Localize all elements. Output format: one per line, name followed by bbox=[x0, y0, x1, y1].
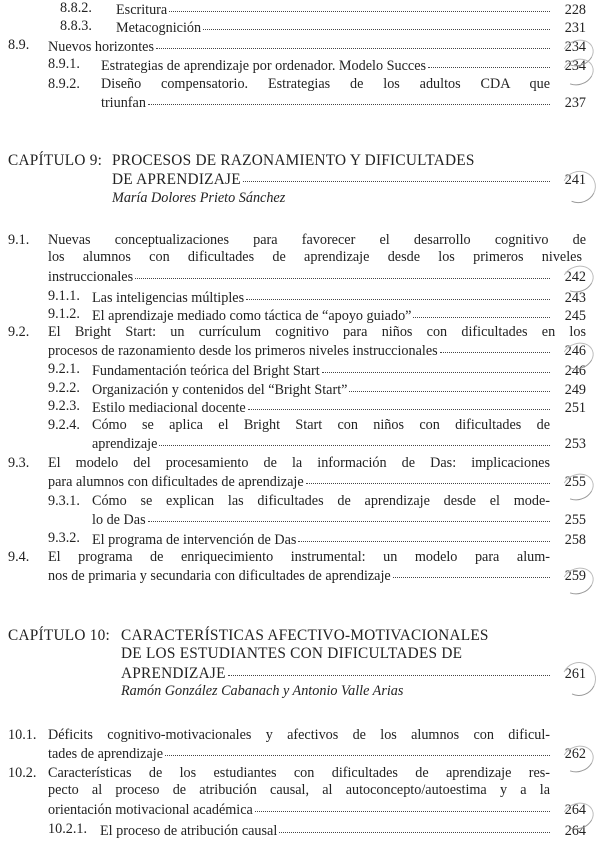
toc-entry-9-1-2 bbox=[48, 306, 586, 323]
entry-title: Estrategias de aprendizaje por ordenador. Modelo Succes bbox=[101, 58, 427, 74]
entry-number: 8.8.3. bbox=[60, 18, 92, 34]
leader-dots bbox=[148, 508, 550, 522]
entry-title-line: nos de primaria y secundaria con dificultades de aprendizaje bbox=[48, 568, 391, 585]
leader-dots bbox=[322, 359, 550, 373]
toc-entry-9-3-2 bbox=[48, 530, 586, 547]
entry-number: 9.3. bbox=[8, 455, 30, 471]
toc-entry-9-2-1 bbox=[48, 361, 586, 378]
chapter-author: Ramón González Cabanach y Antonio Valle Arias bbox=[121, 683, 404, 699]
leader-dots bbox=[248, 396, 550, 410]
toc-entry-8-9-1 bbox=[48, 56, 586, 73]
toc-entry-8-9 bbox=[8, 37, 586, 54]
entry-title-line: pecto al proceso de atribución causal, al autoconcepto/autoestima y a la bbox=[48, 782, 550, 799]
leader-dots bbox=[440, 339, 550, 353]
chapter-author: María Dolores Prieto Sánchez bbox=[112, 190, 286, 206]
toc-entry-9-1 bbox=[8, 232, 586, 284]
leader-dots bbox=[228, 662, 550, 676]
chapter-heading bbox=[8, 152, 586, 212]
page-number: 234 bbox=[564, 39, 586, 55]
entry-number: 9.2.3. bbox=[48, 398, 80, 414]
entry-title-line: El modelo del procesamiento de la información de Das: implicaciones bbox=[48, 455, 550, 471]
entry-title: El programa de intervención de Das bbox=[92, 532, 297, 548]
entry-title-line: los alumnos con dificultades de aprendizaje desde los primeros niveles bbox=[48, 249, 582, 266]
page-number: 261 bbox=[564, 666, 586, 682]
entry-title: Nuevos horizontes bbox=[48, 39, 154, 55]
leader-dots bbox=[156, 35, 550, 49]
entry-number: 8.8.2. bbox=[60, 0, 92, 16]
entry-title-line: tades de aprendizaje bbox=[48, 746, 164, 763]
leader-dots bbox=[243, 168, 550, 182]
entry-number: 8.9. bbox=[8, 37, 30, 53]
page-number: 255 bbox=[564, 512, 586, 529]
page-number: 234 bbox=[564, 58, 586, 74]
leader-dots bbox=[255, 798, 550, 812]
entry-title-line: Cómo se explican las dificultades de aprendizaje desde el mode- bbox=[92, 493, 550, 509]
toc-entry-8-9-2 bbox=[48, 76, 586, 111]
page-number: 264 bbox=[564, 801, 586, 818]
entry-title-line: Déficits cognitivo-motivacionales y afectivos de los alumnos con dificul- bbox=[48, 727, 550, 743]
entry-title: Fundamentación teórica del Bright Start bbox=[92, 363, 320, 379]
chapter-title-line: DE APRENDIZAJE bbox=[112, 171, 241, 188]
chapter-label: CAPÍTULO 9: bbox=[8, 152, 103, 169]
toc-entry-10-2 bbox=[8, 765, 586, 817]
entry-number: 9.4. bbox=[8, 549, 30, 565]
entry-number: 8.9.1. bbox=[48, 56, 80, 72]
page-number: 231 bbox=[564, 20, 586, 36]
entry-title: Organización y contenidos del “Bright Start” bbox=[92, 382, 348, 398]
entry-title-line: Diseño compensatorio. Estrategias de los adultos CDA que bbox=[101, 76, 550, 92]
entry-title-line: aprendizaje bbox=[92, 436, 158, 453]
entry-title: Las inteligencias múltiples bbox=[92, 290, 245, 306]
entry-title: Escritura bbox=[116, 2, 168, 18]
chapter-title-line: DE LOS ESTUDIANTES CON DIFICULTADES DE bbox=[121, 645, 463, 662]
leader-dots bbox=[279, 819, 550, 833]
chapter-title-line: APRENDIZAJE bbox=[121, 665, 226, 682]
entry-title-line: procesos de razonamiento desde los primeros niveles instruccionales bbox=[48, 343, 438, 360]
page-number: 249 bbox=[564, 382, 586, 398]
entry-title: Estilo mediacional docente bbox=[92, 400, 246, 416]
toc-entry-8-8-2 bbox=[60, 0, 586, 17]
page-number: 251 bbox=[564, 400, 586, 416]
leader-dots bbox=[349, 378, 550, 392]
entry-number: 8.9.2. bbox=[48, 76, 80, 92]
page-number: 264 bbox=[564, 823, 586, 839]
entry-number: 10.2.1. bbox=[48, 821, 88, 837]
page-number: 241 bbox=[564, 172, 586, 188]
entry-title-line: El programa de enriquecimiento instrumental: un modelo para alum- bbox=[48, 549, 550, 565]
leader-dots bbox=[428, 54, 550, 68]
toc-entry-9-2-2 bbox=[48, 380, 586, 397]
toc-entry-9-3 bbox=[8, 455, 586, 490]
chapter-label: CAPÍTULO 10: bbox=[8, 627, 111, 644]
entry-title-line: Nuevas conceptualizaciones para favorecer el desarrollo cognitivo de bbox=[48, 232, 586, 248]
toc-entry-10-2-1 bbox=[48, 821, 586, 838]
entry-number: 9.1. bbox=[8, 232, 30, 248]
toc-entry-9-4 bbox=[8, 549, 586, 584]
toc-entry-9-2 bbox=[8, 324, 586, 359]
leader-dots bbox=[159, 432, 550, 446]
entry-title: El proceso de atribución causal bbox=[100, 823, 278, 839]
toc-entry-9-2-4 bbox=[48, 417, 586, 452]
entry-number: 9.3.2. bbox=[48, 530, 80, 546]
entry-number: 9.2.2. bbox=[48, 380, 80, 396]
page-number: 259 bbox=[564, 568, 586, 585]
leader-dots bbox=[135, 265, 550, 279]
entry-number: 10.2. bbox=[8, 765, 37, 781]
entry-title-line: Características de los estudiantes con dificultades de aprendizaje res- bbox=[48, 765, 550, 781]
entry-number: 10.1. bbox=[8, 727, 37, 743]
page-number: 243 bbox=[564, 290, 586, 306]
page-number: 262 bbox=[564, 746, 586, 763]
page-number: 246 bbox=[564, 343, 586, 360]
page-number: 245 bbox=[564, 308, 586, 324]
page-number: 253 bbox=[564, 436, 586, 453]
entry-number: 9.2.1. bbox=[48, 361, 80, 377]
leader-dots bbox=[165, 742, 550, 756]
entry-title-line: instruccionales bbox=[48, 268, 134, 285]
entry-title-line: triunfan bbox=[101, 95, 146, 112]
toc-entry-9-3-1 bbox=[48, 493, 586, 528]
leader-dots bbox=[148, 91, 550, 105]
entry-title: Metacognición bbox=[116, 20, 202, 36]
chapter-title-line: PROCESOS DE RAZONAMIENTO Y DIFICULTADES bbox=[112, 152, 475, 169]
entry-number: 9.2.4. bbox=[48, 417, 80, 433]
page-number: 228 bbox=[564, 2, 586, 18]
entry-title-line: para alumnos con dificultades de aprendizaje bbox=[48, 474, 304, 491]
page-number: 246 bbox=[564, 363, 586, 379]
leader-dots bbox=[246, 286, 550, 300]
leader-dots bbox=[298, 528, 550, 542]
entry-number: 9.2. bbox=[8, 324, 30, 340]
entry-title-line: El Bright Start: un currículum cognitivo para niños con dificultades en los bbox=[48, 324, 586, 340]
leader-dots bbox=[169, 0, 550, 12]
toc-entry-10-1 bbox=[8, 727, 586, 762]
chapter-heading bbox=[8, 627, 586, 707]
entry-title-line: orientación motivacional académica bbox=[48, 801, 253, 818]
toc-entry-9-1-1 bbox=[48, 288, 586, 305]
entry-number: 9.1.2. bbox=[48, 306, 80, 322]
page-number: 237 bbox=[564, 95, 586, 112]
leader-dots bbox=[413, 304, 550, 318]
entry-number: 9.1.1. bbox=[48, 288, 80, 304]
leader-dots bbox=[203, 16, 550, 30]
entry-title-line: lo de Das bbox=[92, 512, 146, 529]
toc-entry-9-2-3 bbox=[48, 398, 586, 415]
leader-dots bbox=[306, 470, 550, 484]
toc-entry-8-8-3 bbox=[60, 18, 586, 35]
chapter-title-line: CARACTERÍSTICAS AFECTIVO-MOTIVACIONALES bbox=[121, 627, 489, 644]
page-number: 242 bbox=[564, 268, 586, 285]
entry-title: El aprendizaje mediado como táctica de “apoyo guiado” bbox=[92, 308, 412, 324]
entry-title-line: Cómo se aplica el Bright Start con niños con dificultades de bbox=[92, 417, 550, 433]
page-number: 255 bbox=[564, 474, 586, 491]
leader-dots bbox=[393, 564, 550, 578]
page-number: 258 bbox=[564, 532, 586, 548]
entry-number: 9.3.1. bbox=[48, 493, 80, 509]
